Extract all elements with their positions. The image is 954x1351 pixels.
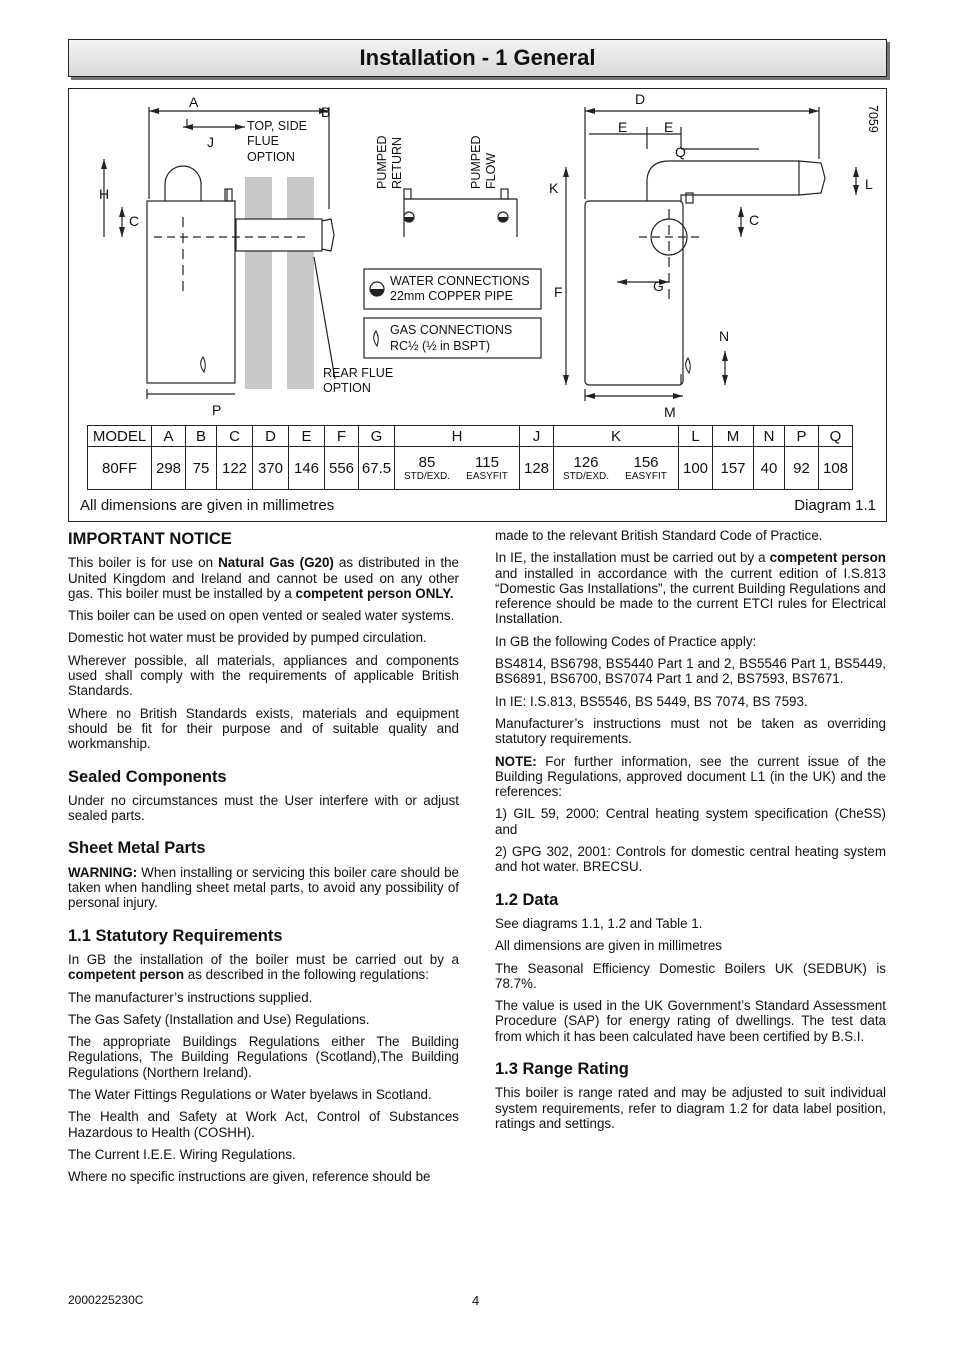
- paragraph: Under no circumstances must the User interfere with or adjust sealed parts.: [68, 792, 459, 824]
- cell-d: 370: [253, 447, 289, 490]
- rear-flue-line2: OPTION: [323, 381, 371, 395]
- paragraph: The manufacturer’s instructions supplied.: [68, 989, 313, 1005]
- dim-label-j: J: [207, 134, 214, 150]
- page-number: 4: [472, 1293, 480, 1308]
- boiler-body-right: [585, 201, 683, 385]
- statutory-heading: 1.1 Statutory Requirements: [68, 926, 283, 945]
- water-conn-line2: 22mm COPPER PIPE: [390, 289, 513, 303]
- dim-label-d: D: [635, 91, 646, 107]
- dim-label-c-right: C: [749, 212, 760, 228]
- paragraph: The Seasonal Efficiency Domestic Boilers UK (SEDBUK) is 78.7%.: [495, 960, 886, 991]
- cell-k: [554, 447, 679, 490]
- k-std-value: 126: [573, 453, 599, 471]
- cell-j: 128: [520, 447, 554, 490]
- paragraph: In IE: I.S.813, BS5546, BS 5449, BS 7074, BS 7593.: [495, 693, 808, 709]
- dim-label-q: Q: [675, 144, 686, 160]
- top-flue-dome: [165, 166, 201, 201]
- top-side-flue-line3: OPTION: [247, 150, 295, 164]
- table-header-cell: E: [289, 426, 325, 447]
- table-row: [88, 447, 853, 490]
- cell-e: 146: [289, 447, 325, 490]
- dim-label-g: G: [653, 278, 664, 294]
- water-conn-line1: WATER CONNECTIONS: [390, 274, 530, 288]
- cell-q: 108: [819, 447, 853, 490]
- paragraph: The value is used in the UK Government’s Standard Assessment Procedure (SAP) for energy rating of dwellings. The test data from which it has been calculated have been certified by B.S.I.: [495, 998, 886, 1044]
- dim-label-a: A: [189, 94, 199, 110]
- boiler-body-left: [147, 201, 235, 383]
- table-header-cell: D: [253, 426, 289, 447]
- cell-n: 40: [754, 447, 785, 490]
- paragraph: WARNING: When installing or servicing this boiler care should be taken when handling sheet metal parts, to avoid any possibility of personal injury.: [68, 864, 459, 911]
- table-header-cell: N: [754, 426, 785, 447]
- paragraph: made to the relevant British Standard Code of Practice.: [495, 528, 823, 543]
- k-std-label: STD/EXD.: [562, 470, 610, 482]
- cell-a: 298: [152, 447, 186, 490]
- paragraph: The appropriate Buildings Regulations either The Building Regulations, The Building Regulations (Scotland),The Building Regulations (Northern Ireland).: [68, 1034, 459, 1080]
- pumped-flow-line2: FLOW: [484, 152, 498, 189]
- document-code: 2000225230C: [68, 1293, 144, 1307]
- range-rating-heading: 1.3 Range Rating: [495, 1060, 629, 1079]
- paragraph: This boiler is for use on Natural Gas (G20) as distributed in the United Kingdom and Ireland and cannot be used on any other gas. This boiler must be installed by a competent person ONLY.: [68, 555, 459, 601]
- cell-b: 75: [186, 447, 217, 490]
- drawing-code: 7059: [866, 105, 880, 133]
- left-column: [68, 528, 459, 1192]
- diagram-note: All dimensions are given in millimetres: [80, 497, 335, 514]
- paragraph: Where no specific instructions are given, reference should be: [68, 1169, 431, 1185]
- paragraph: The Gas Safety (Installation and Use) Regulations.: [68, 1011, 370, 1027]
- h-easy-label: EASYFIT: [466, 470, 508, 482]
- side-flue-pipe: [647, 161, 799, 201]
- dim-label-k: K: [549, 180, 559, 196]
- cell-f: 556: [325, 447, 359, 490]
- paragraph: The Water Fittings Regulations or Water byelaws in Scotland.: [68, 1087, 432, 1103]
- cell-m: 157: [713, 447, 754, 490]
- top-side-flue-line2: FLUE: [247, 134, 279, 148]
- table-header-cell: F: [325, 426, 359, 447]
- important-notice-heading: IMPORTANT NOTICE: [68, 530, 232, 548]
- table-header-cell: J: [520, 426, 554, 447]
- flue-terminal: [322, 219, 334, 251]
- top-side-flue-line1: TOP, SIDE: [247, 119, 307, 133]
- table-header-cell: K: [554, 426, 679, 447]
- pumped-flow-line1: PUMPED: [469, 135, 483, 189]
- page-title: Installation - 1 General: [359, 45, 596, 70]
- dim-label-h: H: [99, 186, 110, 202]
- side-flue-terminal: [799, 161, 825, 195]
- cell-model: 80FF: [88, 447, 152, 490]
- dim-label-n: N: [719, 328, 730, 344]
- dim-label-c-left: C: [129, 213, 140, 229]
- paragraph: See diagrams 1.1, 1.2 and Table 1.: [495, 915, 703, 931]
- data-heading: 1.2 Data: [495, 890, 559, 909]
- paragraph: 2) GPG 302, 2001: Controls for domestic central heating system and hot water. BRECSU.: [495, 844, 886, 875]
- paragraph: The Current I.E.E. Wiring Regulations.: [68, 1146, 296, 1162]
- table-header-cell: L: [679, 426, 713, 447]
- paragraph: Manufacturer’s instructions must not be taken as overriding statutory requirements.: [495, 715, 886, 747]
- paragraph: 1) GIL 59, 2000: Central heating system specification (CheSS) and: [495, 806, 886, 837]
- cell-l: 100: [679, 447, 713, 490]
- paragraph: Where no British Standards exists, materials and equipment should be fit for their purpose and of suitable quality and workmanship.: [68, 705, 459, 752]
- rear-flue-pipe: [236, 219, 322, 251]
- paragraph: The Health and Safety at Work Act, Control of Substances Hazardous to Health (COSHH).: [68, 1109, 459, 1140]
- table-header-cell: P: [785, 426, 819, 447]
- page-title-bar: [68, 39, 887, 77]
- dim-label-e2: E: [664, 119, 674, 135]
- gas-conn-line1: GAS CONNECTIONS: [390, 323, 513, 337]
- paragraph: BS4814, BS6798, BS5440 Part 1 and 2, BS5546 Part 1, BS5449, BS6891, BS6700, BS7074 Part 1 and 2, BS7593, BS7671.: [495, 656, 886, 687]
- table-header-cell: A: [152, 426, 186, 447]
- diagram-1-1: [68, 88, 887, 522]
- cell-g: 67.5: [359, 447, 395, 490]
- paragraph: In IE, the installation must be carried out by a competent person and installed in accordance with the current edition of I.S.813 “Domestic Gas Installations”, the current Building Regulations and reference should be made to the current ETCI rules for Electrical Installation.: [495, 550, 886, 627]
- right-column: [495, 528, 886, 1138]
- flue-column-1: [245, 177, 272, 389]
- sheet-metal-heading: Sheet Metal Parts: [68, 839, 206, 858]
- cell-h: [395, 447, 520, 490]
- k-easy-label: EASYFIT: [625, 470, 667, 482]
- k-easy-value: 156: [633, 453, 659, 471]
- dim-label-b: B: [321, 104, 331, 120]
- paragraph: NOTE: For further information, see the current issue of the Building Regulations, approved document L1 (in the UK) and the references:: [495, 753, 886, 800]
- table-header-cell: MODEL: [88, 426, 152, 447]
- dim-label-f: F: [554, 284, 563, 300]
- table-header-cell: H: [395, 426, 520, 447]
- gas-conn-line2: RC½ (½ in BSPT): [390, 339, 491, 353]
- paragraph: All dimensions are given in millimetres: [495, 938, 722, 954]
- dim-label-m: M: [664, 404, 676, 420]
- h-std-label: STD/EXD.: [403, 470, 451, 482]
- rear-flue-line1: REAR FLUE: [323, 366, 394, 380]
- table-header-cell: B: [186, 426, 217, 447]
- paragraph: This boiler can be used on open vented or sealed water systems.: [68, 608, 455, 624]
- paragraph: In GB the installation of the boiler must be carried out by a competent person as described in the following regulations:: [68, 951, 459, 983]
- dim-label-e1: E: [618, 119, 628, 135]
- table-header-cell: C: [217, 426, 253, 447]
- diagram-caption: Diagram 1.1: [794, 497, 876, 514]
- sealed-components-heading: Sealed Components: [68, 767, 227, 786]
- table-header-row: [88, 426, 853, 447]
- h-easy-value: 115: [475, 453, 499, 471]
- cell-c: 122: [217, 447, 253, 490]
- pumped-return-line2: RETURN: [390, 136, 404, 189]
- paragraph: Wherever possible, all materials, appliances and components used shall comply with the requirements of applicable British Standards.: [68, 652, 459, 699]
- dim-label-l: L: [865, 176, 873, 192]
- flue-column-2: [287, 177, 314, 389]
- paragraph: In GB the following Codes of Practice apply:: [495, 633, 757, 649]
- table-header-cell: Q: [819, 426, 853, 447]
- h-std-value: 85: [418, 453, 436, 471]
- cell-p: 92: [785, 447, 819, 490]
- table-header-cell: G: [359, 426, 395, 447]
- dim-label-p: P: [212, 402, 222, 418]
- paragraph: This boiler is range rated and may be adjusted to suit individual system requirements, refer to diagram 1.2 for data label position, ratings and settings.: [495, 1085, 886, 1131]
- dimensions-table: [87, 425, 853, 490]
- table-header-cell: M: [713, 426, 754, 447]
- pumped-return-line1: PUMPED: [375, 135, 389, 189]
- paragraph: Domestic hot water must be provided by pumped circulation.: [68, 630, 427, 646]
